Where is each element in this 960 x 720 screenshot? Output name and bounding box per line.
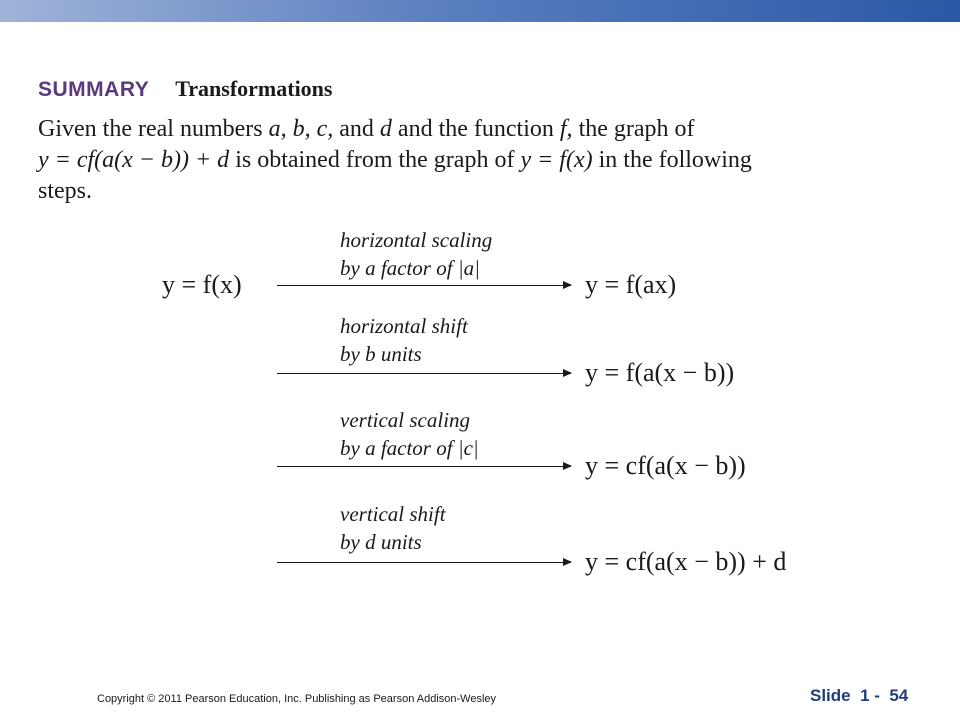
step-2-label-line-1: horizontal shift — [340, 314, 468, 338]
copyright-notice: Copyright © 2011 Pearson Education, Inc. Publishing as Pearson Addison-Wesley — [97, 693, 497, 705]
step-1-label-line-1: horizontal scaling — [340, 228, 493, 252]
word: the — [578, 116, 608, 142]
math-var-b: b, — [292, 116, 311, 142]
step-4-label-line-1: vertical shift — [340, 502, 446, 526]
step-3-result: y = cf(a(x − b)) — [585, 451, 746, 480]
equation-original: y = f(x) — [520, 147, 593, 173]
word: of — [674, 116, 695, 142]
equation-start: y = f(x) — [162, 270, 242, 299]
word: real — [137, 116, 174, 142]
word: and — [339, 116, 374, 142]
step-3-arrow — [277, 466, 571, 467]
word: and — [397, 116, 433, 142]
step-4-label-line-2: by d units — [340, 530, 422, 554]
step-1-label-line-2: by a factor of |a| — [340, 256, 480, 280]
step-3-label-line-1: vertical scaling — [340, 408, 471, 432]
paragraph-text: in the following — [598, 147, 752, 173]
word: the — [438, 116, 468, 142]
step-3-label-line-2: by a factor of |c| — [340, 436, 479, 460]
paragraph-text: is obtained from the graph of — [235, 147, 515, 173]
math-var-f: f, — [559, 116, 573, 142]
step-2-label-line-2: by b units — [340, 342, 422, 366]
word: numbers — [179, 116, 263, 142]
word: function — [473, 116, 554, 142]
summary-label: SUMMARY — [38, 78, 150, 101]
math-var-a: a, — [268, 116, 287, 142]
step-1-arrow — [277, 285, 571, 286]
slide-number: Slide 1 - 54 — [810, 686, 909, 705]
step-4-result: y = cf(a(x − b)) + d — [585, 547, 787, 576]
math-var-d: d — [379, 116, 392, 142]
step-2-result: y = f(a(x − b)) — [585, 358, 735, 387]
step-2-arrow — [277, 373, 571, 374]
equation-transformed: y = cf(a(x − b)) + d — [38, 147, 230, 173]
summary-title: Transformations — [175, 76, 333, 101]
word: graph — [613, 116, 669, 142]
word: the — [102, 116, 132, 142]
math-var-c: c, — [316, 116, 334, 142]
word: Given — [38, 116, 97, 142]
paragraph-line-3: steps. — [38, 178, 92, 204]
step-1-result: y = f(ax) — [585, 270, 677, 299]
step-4-arrow — [277, 562, 571, 563]
